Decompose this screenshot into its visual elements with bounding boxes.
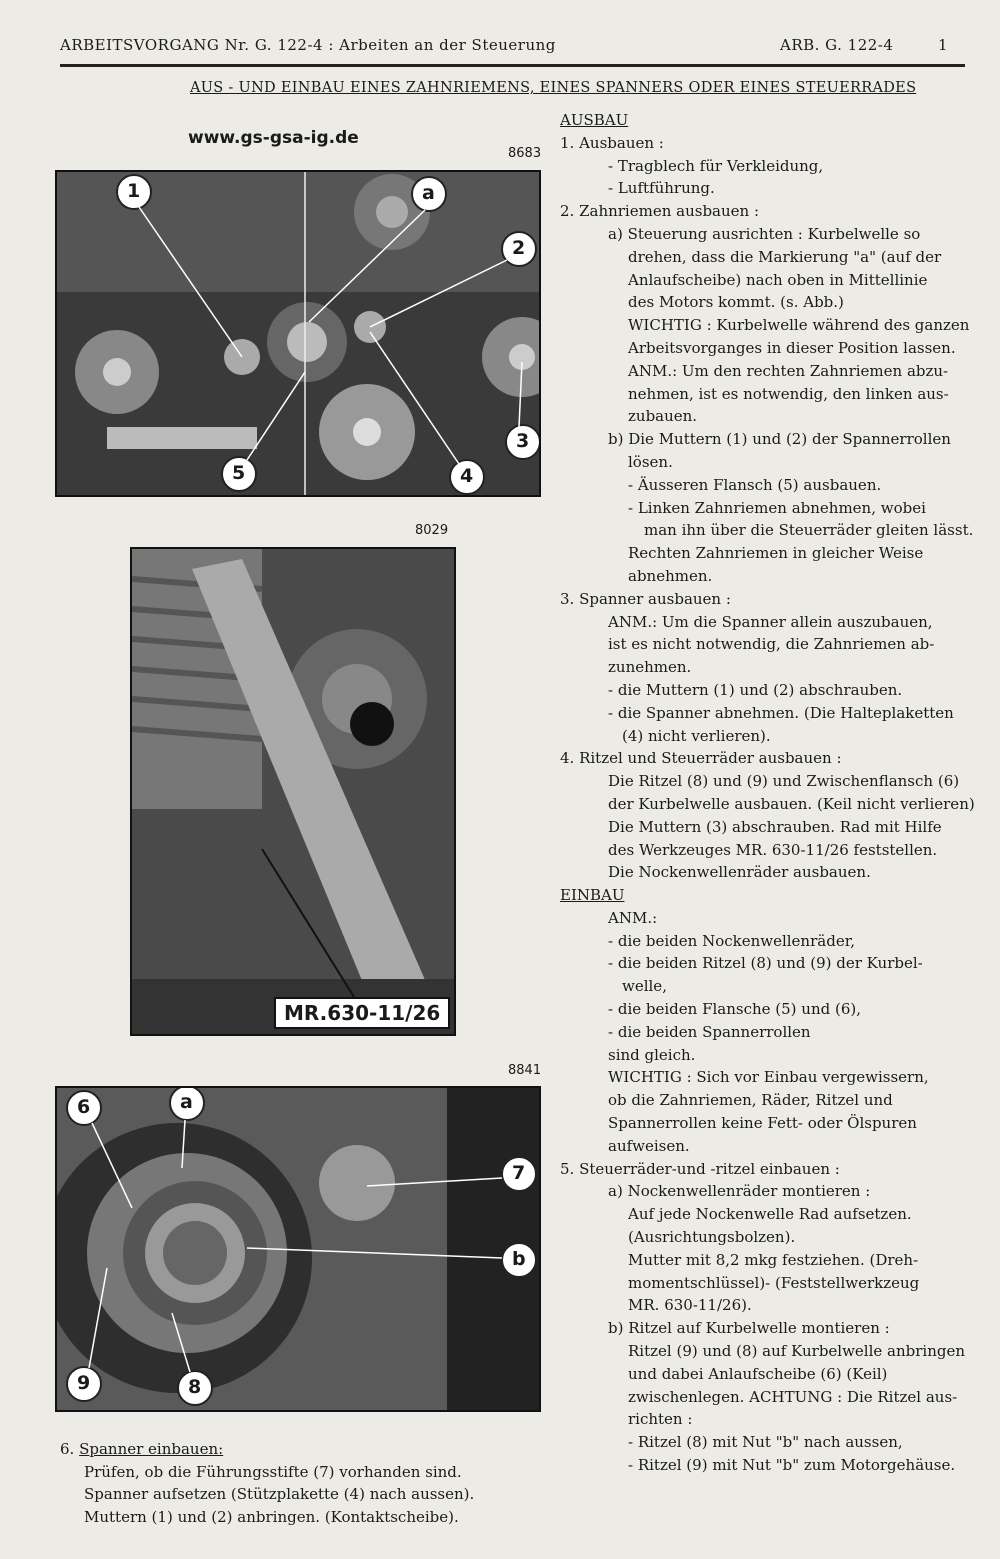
text-line: Auf jede Nockenwelle Rad aufsetzen. bbox=[628, 1205, 912, 1224]
text-line: - die beiden Flansche (5) und (6), bbox=[608, 1000, 862, 1019]
text-line: ANM.: Um den rechten Zahnriemen abzu- bbox=[628, 361, 949, 380]
text-line: - Ritzel (9) mit Nut "b" zum Motorgehäuse. bbox=[628, 1456, 956, 1475]
text-line: und dabei Anlaufscheibe (6) (Keil) bbox=[628, 1364, 888, 1383]
text-line: Muttern (1) und (2) anbringen. (Kontaktscheibe). bbox=[84, 1507, 459, 1526]
callout-4: 4 bbox=[460, 465, 474, 487]
engine-photo-2 bbox=[130, 547, 456, 1036]
text-line: richten : bbox=[628, 1410, 693, 1429]
text-line: Spannerrollen keine Fett- oder Ölspuren bbox=[608, 1114, 917, 1133]
text-line: Spanner aufsetzen (Stützplakette (4) nach aussen). bbox=[84, 1485, 475, 1504]
callout-b: b bbox=[512, 1248, 526, 1270]
text-line: - die beiden Ritzel (8) und (9) der Kurbel- bbox=[608, 954, 923, 973]
text-line: momentschlüssel)- (Feststellwerkzeug bbox=[628, 1273, 920, 1292]
figure-number: 8683 bbox=[508, 146, 542, 161]
text-line: des Motors kommt. (s. Abb.) bbox=[628, 293, 844, 312]
text-line: WICHTIG : Kurbelwelle während des ganzen bbox=[628, 316, 970, 335]
text-line: Die Nockenwellenräder ausbauen. bbox=[608, 863, 871, 882]
text-line: des Werkzeuges MR. 630-11/26 feststellen. bbox=[608, 840, 938, 859]
text-line: - die beiden Spannerrollen bbox=[608, 1022, 811, 1041]
text-line: - Tragblech für Verkleidung, bbox=[608, 156, 824, 175]
text-line: zubauen. bbox=[628, 407, 698, 426]
text-line: Prüfen, ob die Führungsstifte (7) vorhanden sind. bbox=[84, 1462, 462, 1481]
text-line: - die Muttern (1) und (2) abschrauben. bbox=[608, 680, 903, 699]
text-line: Arbeitsvorganges in dieser Position lassen. bbox=[628, 338, 956, 357]
instructions-column bbox=[560, 109, 1000, 1477]
text-line: ist es nicht notwendig, die Zahnriemen ab- bbox=[608, 635, 935, 654]
tool-label: MR.630-11/26 bbox=[274, 997, 450, 1029]
text-line: WICHTIG : Sich vor Einbau vergewissern, bbox=[608, 1068, 929, 1087]
callout-9: 9 bbox=[77, 1372, 91, 1394]
text-line: Die Ritzel (8) und (9) und Zwischenflansch (6) bbox=[608, 772, 960, 791]
step-6 bbox=[60, 1438, 540, 1528]
text-line: b) Die Muttern (1) und (2) der Spannerrollen bbox=[608, 430, 951, 449]
text-line: (4) nicht verlieren). bbox=[622, 726, 771, 745]
callout-6: 6 bbox=[77, 1096, 91, 1118]
callout-8: 8 bbox=[188, 1376, 202, 1398]
text-line: drehen, dass die Markierung "a" (auf der bbox=[628, 247, 942, 266]
text-line: man ihn über die Steuerräder gleiten lässt. bbox=[644, 521, 974, 540]
section-heading-ausbau: AUSBAU bbox=[560, 111, 629, 129]
text-line: nehmen, ist es notwendig, den linken aus- bbox=[628, 384, 949, 403]
text-line: zunehmen. bbox=[608, 658, 692, 677]
text-line: a) Nockenwellenräder montieren : bbox=[608, 1182, 871, 1201]
text-line: zwischenlegen. ACHTUNG : Die Ritzel aus- bbox=[628, 1387, 958, 1406]
text-line: (Ausrichtungsbolzen). bbox=[628, 1228, 796, 1247]
text-line: abnehmen. bbox=[628, 566, 713, 585]
engine-photo-1 bbox=[55, 170, 541, 497]
text-line: - die Spanner abnehmen. (Die Halteplaketten bbox=[608, 703, 954, 722]
section-heading-einbau: EINBAU bbox=[560, 886, 625, 905]
text-line: Mutter mit 8,2 mkg festziehen. (Dreh- bbox=[628, 1250, 919, 1269]
website-link[interactable]: www.gs-gsa-ig.de bbox=[188, 128, 359, 148]
callout-a: a bbox=[180, 1091, 193, 1113]
callout-5: 5 bbox=[232, 462, 246, 484]
text-line: aufweisen. bbox=[608, 1136, 690, 1155]
step-6-number: 6. bbox=[60, 1440, 75, 1458]
text-line: - Ritzel (8) mit Nut "b" nach aussen, bbox=[628, 1433, 903, 1452]
page-number: 1 bbox=[938, 36, 949, 54]
header-left: ARBEITSVORGANG Nr. G. 122-4 : Arbeiten an der Steuerung bbox=[60, 36, 556, 54]
text-line: - Luftführung. bbox=[608, 179, 715, 198]
header-right: ARB. G. 122-4 bbox=[780, 36, 894, 54]
callout-a: a bbox=[422, 182, 435, 204]
text-line: Anlaufscheibe) nach oben in Mittellinie bbox=[628, 270, 928, 289]
step-3: 3. Spanner ausbauen : bbox=[560, 589, 731, 608]
callout-3: 3 bbox=[516, 430, 530, 452]
callout-1: 1 bbox=[127, 180, 141, 202]
text-line: ANM.: bbox=[608, 908, 658, 927]
step-4: 4. Ritzel und Steuerräder ausbauen : bbox=[560, 749, 842, 768]
text-line: b) Ritzel auf Kurbelwelle montieren : bbox=[608, 1319, 890, 1338]
step-5: 5. Steuerräder-und -ritzel einbauen : bbox=[560, 1159, 840, 1178]
text-line: der Kurbelwelle ausbauen. (Keil nicht verlieren) bbox=[608, 794, 975, 813]
text-line: - die beiden Nockenwellenräder, bbox=[608, 931, 855, 950]
text-line: Rechten Zahnriemen in gleicher Weise bbox=[628, 544, 924, 563]
text-line: MR. 630-11/26). bbox=[628, 1296, 752, 1315]
figure-number: 8029 bbox=[415, 523, 449, 538]
text-line: sind gleich. bbox=[608, 1045, 696, 1064]
text-line: a) Steuerung ausrichten : Kurbelwelle so bbox=[608, 224, 921, 243]
text-line: Ritzel (9) und (8) auf Kurbelwelle anbringen bbox=[628, 1342, 966, 1361]
text-line: welle, bbox=[622, 977, 667, 996]
step-1: 1. Ausbauen : bbox=[560, 133, 664, 152]
text-line: - Äusseren Flansch (5) ausbauen. bbox=[628, 475, 882, 494]
text-line: - Linken Zahnriemen abnehmen, wobei bbox=[628, 498, 926, 517]
callout-7: 7 bbox=[512, 1162, 526, 1184]
text-line: lösen. bbox=[628, 452, 673, 471]
text-line: Die Muttern (3) abschrauben. Rad mit Hilfe bbox=[608, 817, 942, 836]
header-rule bbox=[60, 64, 965, 67]
callout-2: 2 bbox=[512, 237, 526, 259]
step-2: 2. Zahnriemen ausbauen : bbox=[560, 202, 760, 221]
step-6-heading: Spanner einbauen: bbox=[79, 1440, 224, 1458]
engine-photo-3 bbox=[55, 1086, 541, 1412]
text-line: ob die Zahnriemen, Räder, Ritzel und bbox=[608, 1091, 893, 1110]
page-title: AUS - UND EINBAU EINES ZAHNRIEMENS, EINES SPANNERS ODER EINES STEUERRADES bbox=[190, 80, 917, 96]
text-line: ANM.: Um die Spanner allein auszubauen, bbox=[608, 612, 933, 631]
figure-number: 8841 bbox=[508, 1063, 542, 1078]
